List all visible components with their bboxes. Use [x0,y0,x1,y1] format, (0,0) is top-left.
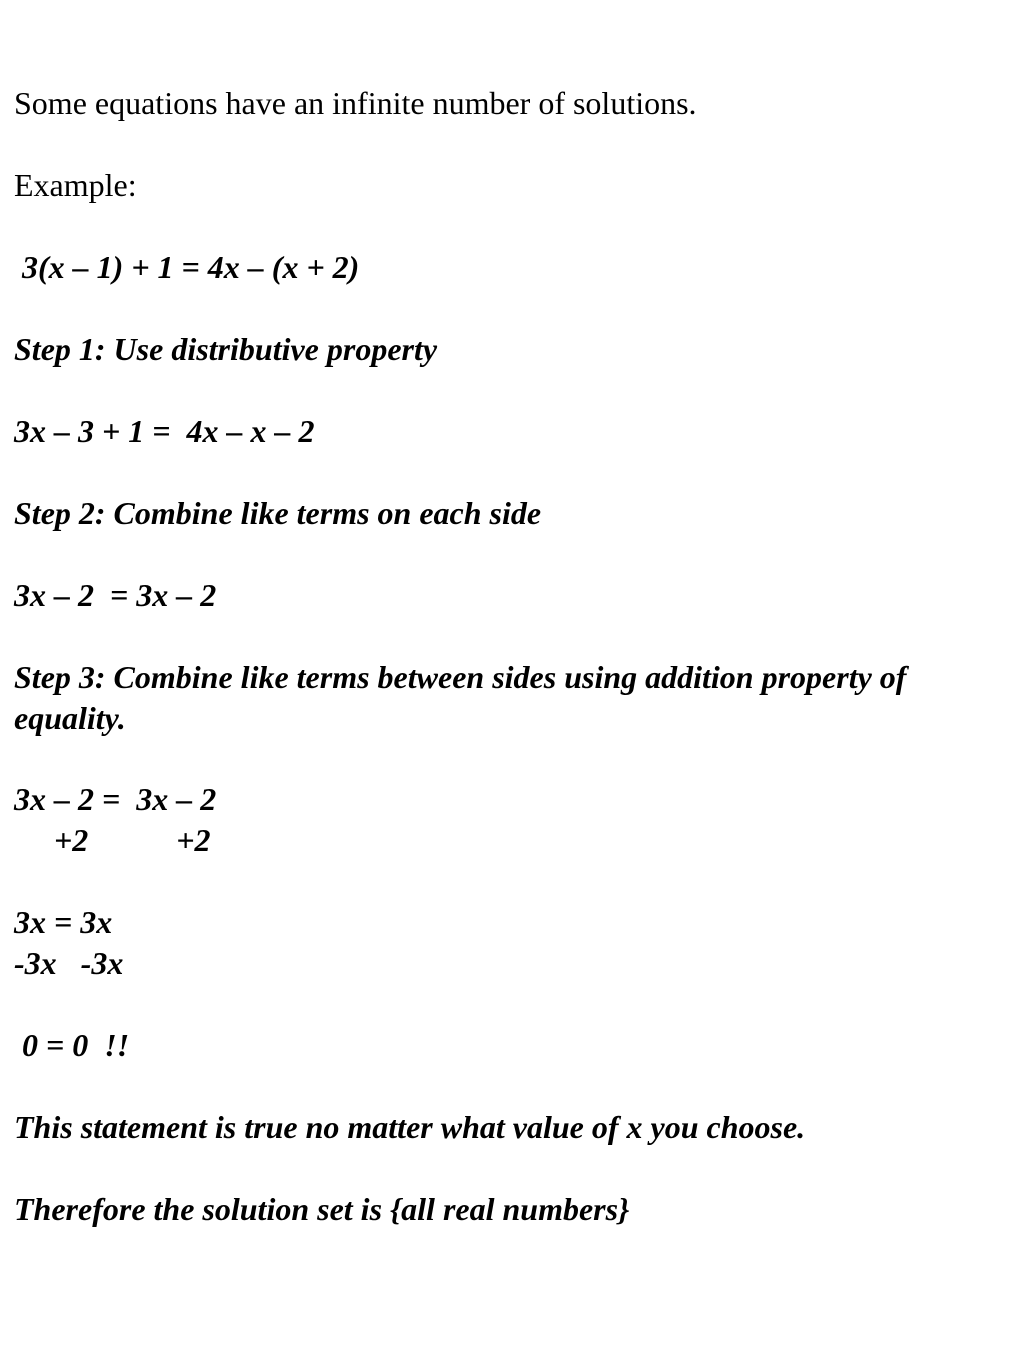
step-1-title: Step 1: Use distributive property [14,331,438,367]
step-3-work-line-4: -3x -3x [14,945,124,981]
step-3-work-line-3: 3x = 3x [14,904,113,940]
step-3-work-line-2: +2 +2 [14,822,211,858]
step-3-title-line-1: Step 3: Combine like terms between sides using addition property of [14,659,907,695]
intro-text: Some equations have an infinite number of solutions. [14,85,697,121]
step-1-work: 3x – 3 + 1 = 4x – x – 2 [14,413,315,449]
example-equation: 3(x – 1) + 1 = 4x – (x + 2) [14,249,360,285]
step-3-title-line-2: equality. [14,700,126,736]
conclusion-line-1: This statement is true no matter what value of x you choose. [14,1109,806,1145]
step-2-title: Step 2: Combine like terms on each side [14,495,542,531]
step-2-work: 3x – 2 = 3x – 2 [14,577,217,613]
step-3-result: 0 = 0 !! [14,1027,130,1063]
step-3-work-line-1: 3x – 2 = 3x – 2 [14,781,217,817]
conclusion-line-2: Therefore the solution set is {all real numbers} [14,1191,630,1227]
example-label: Example: [14,167,137,203]
